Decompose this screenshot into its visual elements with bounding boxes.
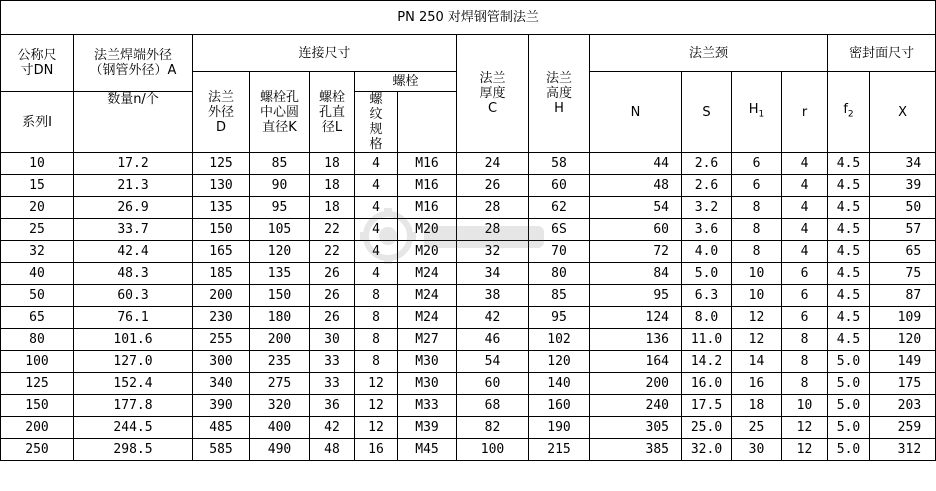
cell-bolt-circle: 95 xyxy=(250,197,310,219)
cell-neck-r: 4 xyxy=(782,197,828,219)
cell-bolt-thread: M20 xyxy=(398,241,457,263)
cell-flange-od: 150 xyxy=(193,219,250,241)
cell-dn: 200 xyxy=(1,417,74,439)
cell-seal-x: 57 xyxy=(870,219,936,241)
cell-bolt-thread: M45 xyxy=(398,439,457,461)
cell-weld-od: 21.3 xyxy=(74,175,193,197)
cell-neck-s: 16.0 xyxy=(682,373,732,395)
cell-weld-od: 127.0 xyxy=(74,351,193,373)
cell-bolt-thread: M30 xyxy=(398,351,457,373)
cell-flange-od: 200 xyxy=(193,285,250,307)
cell-bolt-circle: 320 xyxy=(250,395,310,417)
cell-seal-f2: 4.5 xyxy=(828,263,870,285)
cell-flange-od: 390 xyxy=(193,395,250,417)
cell-neck-r: 8 xyxy=(782,373,828,395)
header-neck-r: r xyxy=(782,72,828,153)
cell-bolt-thread: M30 xyxy=(398,373,457,395)
header-f2-sub: 2 xyxy=(847,109,854,120)
cell-seal-f2: 4.5 xyxy=(828,285,870,307)
cell-bolt-count: 8 xyxy=(355,351,398,373)
cell-dn: 250 xyxy=(1,439,74,461)
cell-neck-s: 6.3 xyxy=(682,285,732,307)
cell-thickness: 32 xyxy=(457,241,529,263)
cell-seal-x: 203 xyxy=(870,395,936,417)
cell-weld-od: 298.5 xyxy=(74,439,193,461)
cell-neck-r: 6 xyxy=(782,263,828,285)
cell-seal-f2: 5.0 xyxy=(828,417,870,439)
cell-bolt-count: 16 xyxy=(355,439,398,461)
cell-bolt-thread: M24 xyxy=(398,263,457,285)
header-f2-main: f xyxy=(843,101,848,117)
cell-seal-x: 39 xyxy=(870,175,936,197)
cell-weld-od: 48.3 xyxy=(74,263,193,285)
table-row xyxy=(1,197,936,219)
cell-bolt-thread: M24 xyxy=(398,307,457,329)
cell-neck-r: 6 xyxy=(782,307,828,329)
table-row xyxy=(1,307,936,329)
cell-bolt-thread: M33 xyxy=(398,395,457,417)
cell-bolt-thread: M16 xyxy=(398,175,457,197)
cell-neck-s: 3.6 xyxy=(682,219,732,241)
cell-bolt-thread: M24 xyxy=(398,285,457,307)
cell-bolt-hole: 18 xyxy=(310,175,355,197)
cell-dn: 150 xyxy=(1,395,74,417)
header-h1-sub: 1 xyxy=(758,109,765,120)
cell-bolt-thread: M27 xyxy=(398,329,457,351)
cell-neck-r: 4 xyxy=(782,153,828,175)
cell-neck-r: 6 xyxy=(782,285,828,307)
cell-seal-f2: 4.5 xyxy=(828,307,870,329)
cell-neck-r: 12 xyxy=(782,439,828,461)
cell-height: 120 xyxy=(529,351,590,373)
cell-neck-n: 385 xyxy=(590,439,682,461)
header-height: 法兰高度H xyxy=(529,35,590,153)
header-neck-n: N xyxy=(590,72,682,153)
cell-bolt-circle: 150 xyxy=(250,285,310,307)
cell-neck-s: 5.0 xyxy=(682,263,732,285)
header-neck-h1 xyxy=(732,72,782,153)
cell-neck-h1: 16 xyxy=(732,373,782,395)
table-row xyxy=(1,417,936,439)
cell-dn: 40 xyxy=(1,263,74,285)
table-row xyxy=(1,285,936,307)
cell-weld-od: 177.8 xyxy=(74,395,193,417)
cell-bolt-count: 12 xyxy=(355,417,398,439)
cell-neck-h1: 8 xyxy=(732,219,782,241)
cell-bolt-circle: 120 xyxy=(250,241,310,263)
cell-bolt-circle: 235 xyxy=(250,351,310,373)
cell-bolt-hole: 22 xyxy=(310,219,355,241)
cell-weld-od: 60.3 xyxy=(74,285,193,307)
cell-bolt-circle: 400 xyxy=(250,417,310,439)
cell-seal-x: 259 xyxy=(870,417,936,439)
table-row xyxy=(1,219,936,241)
cell-bolt-circle: 490 xyxy=(250,439,310,461)
cell-dn: 65 xyxy=(1,307,74,329)
cell-height: 95 xyxy=(529,307,590,329)
cell-neck-r: 4 xyxy=(782,219,828,241)
cell-weld-od: 101.6 xyxy=(74,329,193,351)
cell-bolt-hole: 18 xyxy=(310,197,355,219)
cell-dn: 125 xyxy=(1,373,74,395)
cell-dn: 100 xyxy=(1,351,74,373)
cell-neck-s: 2.6 xyxy=(682,175,732,197)
header-flange-od: 法兰外径D xyxy=(193,72,250,153)
cell-neck-h1: 6 xyxy=(732,153,782,175)
cell-bolt-count: 4 xyxy=(355,153,398,175)
header-series: 系列I xyxy=(1,92,74,153)
cell-bolt-hole: 22 xyxy=(310,241,355,263)
cell-height: 102 xyxy=(529,329,590,351)
cell-height: 58 xyxy=(529,153,590,175)
cell-neck-n: 240 xyxy=(590,395,682,417)
cell-neck-h1: 10 xyxy=(732,285,782,307)
cell-thickness: 24 xyxy=(457,153,529,175)
cell-neck-n: 44 xyxy=(590,153,682,175)
cell-bolt-circle: 85 xyxy=(250,153,310,175)
cell-bolt-thread: M16 xyxy=(398,153,457,175)
cell-neck-n: 72 xyxy=(590,241,682,263)
cell-bolt-count: 4 xyxy=(355,197,398,219)
cell-seal-f2: 5.0 xyxy=(828,351,870,373)
table-row xyxy=(1,373,936,395)
cell-bolt-count: 8 xyxy=(355,285,398,307)
cell-height: 70 xyxy=(529,241,590,263)
cell-bolt-count: 4 xyxy=(355,241,398,263)
header-bolt-hole: 螺栓孔直径L xyxy=(310,72,355,153)
table-row xyxy=(1,351,936,373)
cell-flange-od: 125 xyxy=(193,153,250,175)
cell-bolt-hole: 18 xyxy=(310,153,355,175)
cell-neck-r: 4 xyxy=(782,175,828,197)
cell-bolt-thread: M39 xyxy=(398,417,457,439)
cell-thickness: 28 xyxy=(457,219,529,241)
header-neck-s: S xyxy=(682,72,732,153)
cell-neck-h1: 8 xyxy=(732,241,782,263)
cell-thickness: 38 xyxy=(457,285,529,307)
cell-dn: 20 xyxy=(1,197,74,219)
table-row xyxy=(1,329,936,351)
cell-seal-x: 75 xyxy=(870,263,936,285)
cell-thickness: 26 xyxy=(457,175,529,197)
cell-bolt-circle: 200 xyxy=(250,329,310,351)
cell-thickness: 100 xyxy=(457,439,529,461)
cell-bolt-circle: 275 xyxy=(250,373,310,395)
cell-weld-od: 17.2 xyxy=(74,153,193,175)
cell-neck-n: 54 xyxy=(590,197,682,219)
cell-seal-x: 109 xyxy=(870,307,936,329)
cell-height: 190 xyxy=(529,417,590,439)
cell-thickness: 28 xyxy=(457,197,529,219)
cell-neck-h1: 12 xyxy=(732,329,782,351)
cell-neck-s: 25.0 xyxy=(682,417,732,439)
cell-height: 60 xyxy=(529,175,590,197)
cell-thickness: 54 xyxy=(457,351,529,373)
cell-neck-r: 12 xyxy=(782,417,828,439)
cell-thickness: 34 xyxy=(457,263,529,285)
cell-bolt-count: 8 xyxy=(355,329,398,351)
cell-seal-x: 34 xyxy=(870,153,936,175)
cell-seal-f2: 4.5 xyxy=(828,197,870,219)
cell-neck-n: 84 xyxy=(590,263,682,285)
header-bolt-count: 数量n/个 xyxy=(74,92,193,153)
cell-neck-n: 60 xyxy=(590,219,682,241)
cell-weld-od: 152.4 xyxy=(74,373,193,395)
cell-flange-od: 230 xyxy=(193,307,250,329)
cell-neck-h1: 12 xyxy=(732,307,782,329)
cell-seal-f2: 4.5 xyxy=(828,241,870,263)
cell-thickness: 68 xyxy=(457,395,529,417)
cell-neck-h1: 25 xyxy=(732,417,782,439)
cell-weld-od: 33.7 xyxy=(74,219,193,241)
cell-seal-f2: 5.0 xyxy=(828,395,870,417)
cell-seal-f2: 4.5 xyxy=(828,219,870,241)
cell-neck-r: 4 xyxy=(782,241,828,263)
cell-bolt-thread: M16 xyxy=(398,197,457,219)
cell-flange-od: 185 xyxy=(193,263,250,285)
cell-bolt-thread: M20 xyxy=(398,219,457,241)
cell-bolt-hole: 26 xyxy=(310,307,355,329)
cell-bolt-hole: 33 xyxy=(310,373,355,395)
cell-bolt-hole: 26 xyxy=(310,285,355,307)
table-row xyxy=(1,153,936,175)
cell-neck-h1: 10 xyxy=(732,263,782,285)
cell-dn: 32 xyxy=(1,241,74,263)
cell-weld-od: 26.9 xyxy=(74,197,193,219)
cell-neck-s: 3.2 xyxy=(682,197,732,219)
cell-neck-s: 2.6 xyxy=(682,153,732,175)
cell-bolt-hole: 33 xyxy=(310,351,355,373)
cell-neck-n: 200 xyxy=(590,373,682,395)
cell-height: 215 xyxy=(529,439,590,461)
header-bolt-circle: 螺栓孔中心圆直径K xyxy=(250,72,310,153)
cell-height: 140 xyxy=(529,373,590,395)
cell-flange-od: 130 xyxy=(193,175,250,197)
header-seal-x: X xyxy=(870,72,936,153)
cell-bolt-hole: 30 xyxy=(310,329,355,351)
cell-neck-s: 4.0 xyxy=(682,241,732,263)
cell-bolt-count: 8 xyxy=(355,307,398,329)
cell-neck-r: 8 xyxy=(782,351,828,373)
cell-seal-x: 87 xyxy=(870,285,936,307)
table-row xyxy=(1,263,936,285)
cell-neck-n: 136 xyxy=(590,329,682,351)
cell-thickness: 42 xyxy=(457,307,529,329)
cell-thickness: 82 xyxy=(457,417,529,439)
cell-flange-od: 485 xyxy=(193,417,250,439)
cell-neck-r: 8 xyxy=(782,329,828,351)
header-seal: 密封面尺寸 xyxy=(828,35,936,72)
cell-seal-x: 50 xyxy=(870,197,936,219)
cell-bolt-hole: 36 xyxy=(310,395,355,417)
cell-height: 62 xyxy=(529,197,590,219)
cell-flange-od: 300 xyxy=(193,351,250,373)
cell-flange-od: 340 xyxy=(193,373,250,395)
cell-neck-h1: 18 xyxy=(732,395,782,417)
header-thickness: 法兰厚度C xyxy=(457,35,529,153)
cell-neck-r: 10 xyxy=(782,395,828,417)
cell-seal-f2: 4.5 xyxy=(828,329,870,351)
cell-neck-s: 17.5 xyxy=(682,395,732,417)
cell-dn: 10 xyxy=(1,153,74,175)
header-bolt: 螺栓 xyxy=(355,72,457,92)
cell-seal-f2: 4.5 xyxy=(828,153,870,175)
cell-thickness: 46 xyxy=(457,329,529,351)
cell-neck-s: 8.0 xyxy=(682,307,732,329)
cell-dn: 15 xyxy=(1,175,74,197)
cell-neck-n: 95 xyxy=(590,285,682,307)
cell-thickness: 60 xyxy=(457,373,529,395)
cell-flange-od: 135 xyxy=(193,197,250,219)
cell-seal-x: 175 xyxy=(870,373,936,395)
cell-bolt-circle: 105 xyxy=(250,219,310,241)
cell-height: 80 xyxy=(529,263,590,285)
cell-seal-x: 65 xyxy=(870,241,936,263)
cell-seal-f2: 5.0 xyxy=(828,439,870,461)
cell-neck-h1: 14 xyxy=(732,351,782,373)
header-seal-f2 xyxy=(828,72,870,153)
table-row xyxy=(1,395,936,417)
cell-bolt-count: 4 xyxy=(355,219,398,241)
cell-bolt-count: 12 xyxy=(355,395,398,417)
cell-seal-f2: 5.0 xyxy=(828,373,870,395)
header-bolt-thread: 螺纹规格 xyxy=(355,92,398,153)
table-row xyxy=(1,241,936,263)
cell-neck-n: 164 xyxy=(590,351,682,373)
cell-bolt-circle: 135 xyxy=(250,263,310,285)
cell-height: 160 xyxy=(529,395,590,417)
cell-bolt-hole: 48 xyxy=(310,439,355,461)
cell-seal-x: 312 xyxy=(870,439,936,461)
cell-dn: 80 xyxy=(1,329,74,351)
cell-bolt-count: 4 xyxy=(355,263,398,285)
table-title: PN 250 对焊钢管制法兰 xyxy=(1,1,936,35)
cell-seal-x: 149 xyxy=(870,351,936,373)
cell-neck-s: 14.2 xyxy=(682,351,732,373)
table-body xyxy=(1,153,936,461)
cell-dn: 25 xyxy=(1,219,74,241)
cell-weld-od: 76.1 xyxy=(74,307,193,329)
cell-height: 6S xyxy=(529,219,590,241)
cell-flange-od: 255 xyxy=(193,329,250,351)
cell-bolt-circle: 90 xyxy=(250,175,310,197)
header-h1-main: H xyxy=(748,101,759,117)
header-connection: 连接尺寸 xyxy=(193,35,457,72)
cell-bolt-hole: 42 xyxy=(310,417,355,439)
header-weld-od: 法兰焊端外径（钢管外径）A xyxy=(74,35,193,92)
cell-neck-n: 124 xyxy=(590,307,682,329)
cell-dn: 50 xyxy=(1,285,74,307)
cell-weld-od: 42.4 xyxy=(74,241,193,263)
cell-bolt-circle: 180 xyxy=(250,307,310,329)
cell-neck-h1: 8 xyxy=(732,197,782,219)
cell-neck-n: 48 xyxy=(590,175,682,197)
table-row xyxy=(1,439,936,461)
cell-neck-s: 32.0 xyxy=(682,439,732,461)
cell-bolt-count: 4 xyxy=(355,175,398,197)
cell-flange-od: 165 xyxy=(193,241,250,263)
cell-seal-x: 120 xyxy=(870,329,936,351)
cell-weld-od: 244.5 xyxy=(74,417,193,439)
header-dn: 公称尺寸DN xyxy=(1,35,74,92)
cell-neck-h1: 30 xyxy=(732,439,782,461)
cell-bolt-count: 12 xyxy=(355,373,398,395)
cell-neck-h1: 6 xyxy=(732,175,782,197)
table-row xyxy=(1,175,936,197)
cell-neck-n: 305 xyxy=(590,417,682,439)
cell-seal-f2: 4.5 xyxy=(828,175,870,197)
cell-neck-s: 11.0 xyxy=(682,329,732,351)
cell-flange-od: 585 xyxy=(193,439,250,461)
cell-height: 85 xyxy=(529,285,590,307)
cell-bolt-hole: 26 xyxy=(310,263,355,285)
header-neck: 法兰颈 xyxy=(590,35,828,72)
